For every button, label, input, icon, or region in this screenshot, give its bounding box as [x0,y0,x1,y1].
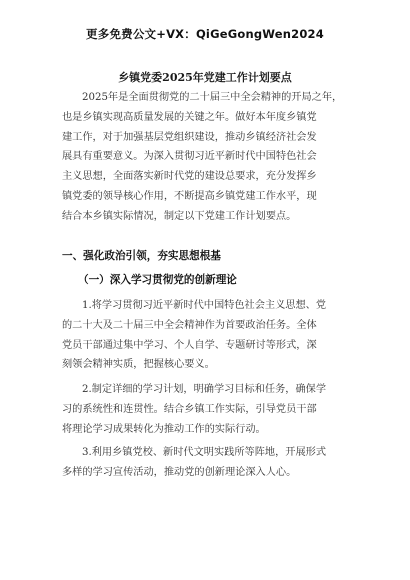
paragraph-line: 多样的学习宣传活动，推动党的创新理论深入人心。 [62,466,297,478]
item-paragraph-1 [62,296,348,375]
paragraph-line: 主义思想，全面落实新时代党的建设总要求，充分发挥乡 [62,171,317,183]
document-title: 乡镇党委2025年党建工作计划要点 [118,71,292,84]
subsection-heading: （一）深入学习贯彻党的创新理论 [78,274,237,286]
paragraph-line: 刻领会精神实质，把握核心要义。 [62,359,215,371]
promo-banner: 更多免费公文+VX：QiGeGongWen2024 [86,27,324,41]
paragraph-line: 将理论学习成果转化为推动工作的实际行动。 [62,423,266,435]
paragraph-line: 镇党委的领导核心作用，不断提高乡镇党建工作水平，现 [62,190,317,202]
paragraph-line: 的二十大及二十届三中全会精神作为首要政治任务。全体 [62,319,317,331]
item-paragraph-2 [62,380,348,439]
intro-paragraph [62,88,348,227]
paragraph-line: 展具有重要意义。为深入贯彻习近平新时代中国特色社会 [62,151,317,163]
item-paragraph-3 [62,443,348,483]
paragraph-line: 结合本乡镇实际情况，制定以下党建工作计划要点。 [62,210,297,222]
paragraph-line: 1.将学习贯彻习近平新时代中国特色社会主义思想、党 [82,300,327,311]
paragraph-line: 3.利用乡镇党校、新时代文明实践所等阵地，开展形式 [82,447,327,458]
paragraph-line: 也是乡镇实现高质量发展的关键之年。做好本年度乡镇党 [62,111,317,123]
section-heading: 一、强化政治引领，夯实思想根基 [62,250,221,262]
paragraph-line: 建工作，对于加强基层党组织建设，推动乡镇经济社会发 [62,131,317,143]
paragraph-line: 习的系统性和连贯性。结合乡镇工作实际，引导党员干部 [62,403,317,415]
paragraph-line: 2025年是全面贯彻党的二十届三中全会精神的开局之年， [82,92,343,103]
paragraph-line: 党员干部通过集中学习、个人自学、专题研讨等形式，深 [62,339,317,351]
paragraph-line: 2.制定详细的学习计划，明确学习目标和任务，确保学 [82,384,327,395]
